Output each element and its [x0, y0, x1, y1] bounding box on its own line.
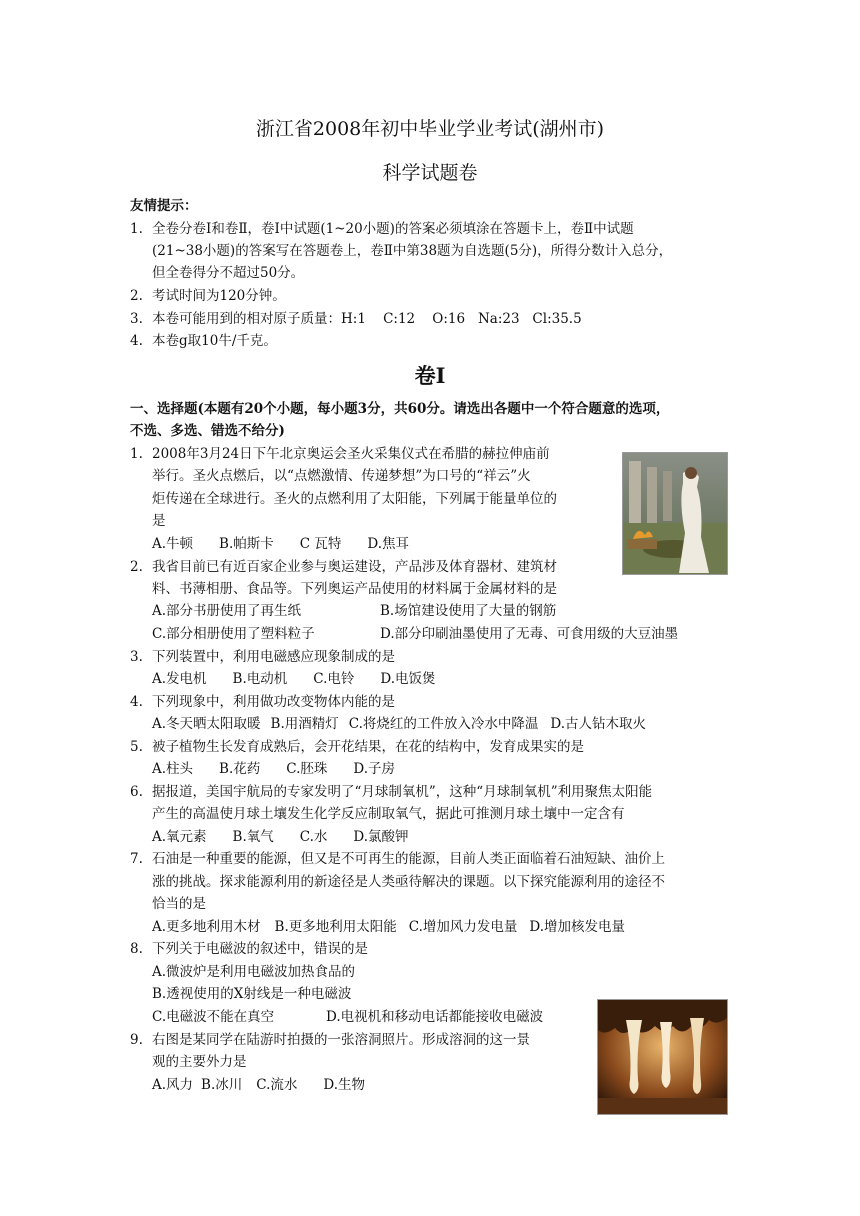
- question-8: 8. 下列关于电磁波的叙述中，错误的是: [130, 941, 368, 957]
- option-d: D.古人钻木取火: [550, 716, 647, 732]
- question-6-line-2: 产生的高温使月球土壤发生化学反应制取氧气，据此可推测月球土壤中一定含有: [152, 806, 625, 822]
- question-2: 2. 我省目前已有近百家企业参与奥运建设，产品涉及体育器材、建筑材: [130, 559, 557, 575]
- part-heading-line-1: 一、选择题(本题有20个小题，每小题3分，共60分。请选出各题中一个符合题意的选项，: [130, 401, 670, 417]
- question-1-options: [152, 534, 435, 554]
- option-c: C.将烧红的工件放入冷水中降温: [348, 716, 539, 732]
- exam-subtitle: 科学试题卷: [382, 162, 478, 184]
- question-5-options: [152, 759, 421, 779]
- option-a: A.冬天晒太阳取暖: [152, 716, 261, 732]
- question-7: 7. 石油是一种重要的能源，但又是不可再生的能源，目前人类正面临着石油短缺、油价上: [130, 851, 665, 867]
- option-d: D.焦耳: [367, 536, 410, 552]
- option-c: C.流水: [256, 1077, 298, 1093]
- option-c: C.胚珠: [286, 761, 328, 777]
- option-a: A.柱头: [152, 761, 194, 777]
- question-8-option-a: A.微波炉是利用电磁波加热食品的: [152, 964, 356, 980]
- option-a: A.发电机: [152, 671, 207, 687]
- option-c: C.电铃: [313, 671, 355, 687]
- section-title: 卷Ⅰ: [414, 363, 446, 388]
- option-c: C.水: [299, 829, 328, 845]
- karst-cave-photo: [597, 999, 728, 1115]
- option-b: B.氧气: [232, 829, 274, 845]
- option-c: C 瓦特: [299, 536, 342, 552]
- option-b: B.更多地利用太阳能: [274, 919, 397, 935]
- option-a: A.氧元素: [152, 829, 207, 845]
- question-1-line-4: 是: [152, 513, 166, 529]
- option-a: A.更多地利用木材: [152, 919, 261, 935]
- olympic-flame-photo: [622, 452, 728, 575]
- option-d: D.增加核发电量: [529, 919, 626, 935]
- question-2-line-2: 料、书薄相册、食品等。下列奥运产品使用的材料属于金属材料的是: [152, 581, 557, 597]
- question-3: 3. 下列装置中，利用电磁感应现象制成的是: [130, 649, 395, 665]
- question-5: 5. 被子植物生长发育成熟后，会开花结果，在花的结构中，发育成果实的是: [130, 739, 584, 755]
- question-7-line-3: 恰当的是: [152, 896, 206, 912]
- question-9: 9. 右图是某同学在陆游时拍摄的一张溶洞照片。形成溶洞的这一景: [130, 1032, 530, 1048]
- option-a: A.牛顿: [152, 536, 194, 552]
- question-1-line-3: 炬传递在全球进行。圣火的点燃利用了太阳能，下列属于能量单位的: [152, 491, 557, 507]
- option-b: B.帕斯卡: [219, 536, 274, 552]
- option-d: D.电饭煲: [380, 671, 436, 687]
- question-9-options: [152, 1075, 365, 1095]
- option-b: B.场馆建设使用了大量的钢筋: [380, 603, 557, 619]
- exam-title: 浙江省2008年初中毕业学业考试(湖州市): [255, 118, 605, 140]
- question-2-options-row-1: [152, 601, 556, 621]
- option-b: B.冰川: [201, 1077, 243, 1093]
- tip-3: 3. 本卷可能用到的相对原子质量：H:1 C:12 O:16 Na:23 Cl:35.5: [130, 311, 582, 327]
- tip-1-line-3: 但全卷得分不超过50分。: [152, 265, 305, 281]
- tip-1-line-2: (21~38小题)的答案写在答题卷上，卷Ⅱ中第38题为自选题(5分)，所得分数计入总分，: [152, 243, 673, 259]
- tip-4: 4. 本卷g取10牛/千克。: [130, 333, 277, 349]
- option-d: D.电视机和移动电话都能接收电磁波: [326, 1009, 544, 1025]
- tip-2: 2. 考试时间为120分钟。: [130, 288, 286, 304]
- option-b: B.电动机: [232, 671, 288, 687]
- option-d: D.部分印刷油墨使用了无毒、可食用级的大豆油墨: [380, 626, 679, 642]
- option-c: C.增加风力发电量: [408, 919, 518, 935]
- question-6: 6. 据报道，美国宇航局的专家发明了“月球制氧机”，这种“月球制氧机”利用聚焦太阳能: [130, 784, 653, 800]
- question-7-options: [152, 917, 625, 937]
- question-1-line-2: 举行。圣火点燃后，以“点燃激情、传递梦想”为口号的“祥云”火: [152, 468, 531, 484]
- question-4-options: [152, 714, 646, 734]
- part-heading-line-2: 不选、多选、错选不给分): [130, 423, 285, 439]
- question-9-line-2: 观的主要外力是: [152, 1054, 247, 1070]
- tip-1: 1. 全卷分卷Ⅰ和卷Ⅱ，卷Ⅰ中试题(1~20小题)的答案必须填涂在答题卡上，卷Ⅱ中试题: [130, 221, 634, 237]
- question-7-line-2: 涨的挑战。探求能源利用的新途径是人类亟待解决的课题。以下探究能源利用的途径不: [152, 874, 665, 890]
- option-a: A.部分书册使用了再生纸: [152, 603, 302, 619]
- question-1: 1. 2008年3月24日下午北京奥运会圣火采集仪式在希腊的赫拉伸庙前: [130, 446, 550, 462]
- tips-heading: 友情提示：: [130, 198, 198, 214]
- question-3-options: [152, 669, 462, 689]
- option-d: D.氯酸钾: [353, 829, 409, 845]
- option-c: C.部分相册使用了塑料粒子: [152, 626, 315, 642]
- question-8-options-cd: [152, 1007, 543, 1027]
- question-8-option-b: B.透视使用的X射线是一种电磁波: [152, 986, 352, 1002]
- option-d: D.生物: [323, 1077, 366, 1093]
- option-c: C.电磁波不能在真空: [152, 1009, 275, 1025]
- question-4: 4. 下列现象中，利用做功改变物体内能的是: [130, 694, 395, 710]
- option-b: B.用酒精灯: [270, 716, 339, 732]
- option-a: A.风力: [152, 1077, 194, 1093]
- question-2-options-row-2: [152, 624, 678, 644]
- option-b: B.花药: [219, 761, 261, 777]
- question-6-options: [152, 827, 435, 847]
- option-d: D.子房: [353, 761, 396, 777]
